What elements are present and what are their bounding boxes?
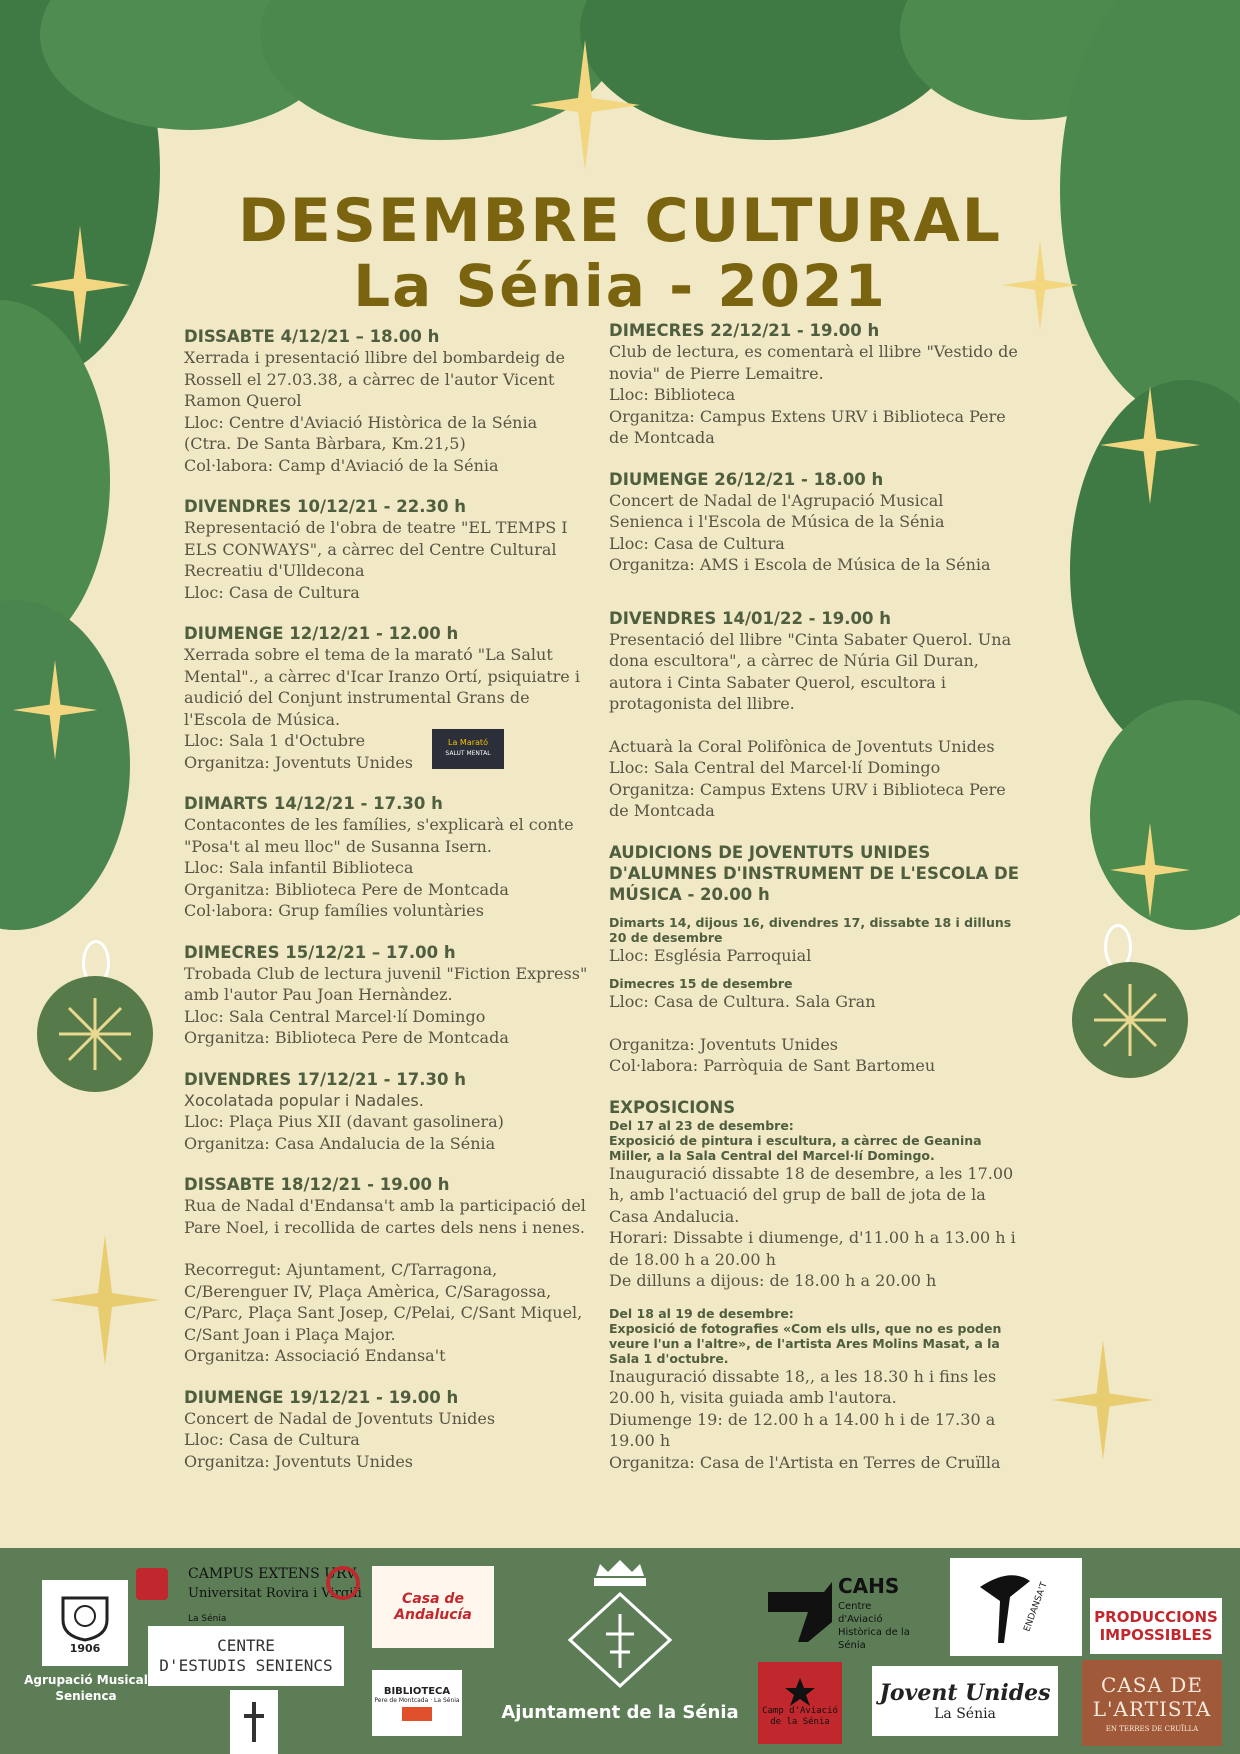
audicions-line: Col·labora: Parròquia de Sant Bartomeu — [609, 1056, 936, 1075]
spacer — [609, 1013, 1019, 1034]
event-line: Lloc: Casa de Cultura — [184, 582, 360, 602]
event-heading: DIMECRES 22/12/21 - 19.00 h — [609, 321, 880, 340]
cross-icon — [242, 1700, 266, 1744]
exposicio-date: Del 17 al 23 de desembre: — [609, 1117, 794, 1133]
event-line: Lloc: Biblioteca — [609, 385, 736, 404]
event-line: Col·labora: Camp d'Aviació de la Sénia — [184, 455, 499, 475]
event-line: Lloc: Centre d'Aviació Històrica de la Sénia (Ctra. De Santa Bàrbara, Km.21,5) — [184, 412, 538, 453]
sant-bartomeu-logo — [230, 1690, 278, 1754]
casa-andalucia-logo — [372, 1566, 494, 1648]
campus-extens-sub: Universitat Rovira i Virgili — [188, 1586, 362, 1601]
event-line: Lloc: Plaça Pius XII (davant gasolinera) — [184, 1112, 504, 1131]
la-marato-logo-title: La Marató — [448, 738, 488, 747]
event-line: Lloc: Sala Central Marcel·lí Domingo — [184, 1006, 486, 1026]
casa-artista-sub: EN TERRES DE CRUÏLLA — [1105, 1725, 1199, 1733]
event — [184, 623, 589, 773]
event-line: Lloc: Casa de Cultura — [184, 1430, 360, 1449]
event-line: Club de lectura, es comentarà el llibre "Vestido de novia" de Pierre Lemaitre. — [609, 342, 1018, 383]
audicions-line: Lloc: Casa de Cultura. Sala Gran — [609, 992, 876, 1011]
urv-circle-icon — [326, 1566, 360, 1600]
event — [184, 1069, 589, 1155]
campus-extens-title: CAMPUS EXTENS URV — [188, 1566, 357, 1582]
campus-extens-logo — [136, 1564, 366, 1624]
ams-shield-icon — [57, 1592, 113, 1642]
joventuts-title: Jovent Unides — [879, 1680, 1051, 1706]
event — [184, 326, 589, 476]
exposicio-line: Inauguració dissabte 18 de desembre, a les 17.00 h, amb l'actuació del grup de ball de jota de la Casa Andalucia. — [609, 1163, 1014, 1226]
biblioteca-bar-icon — [402, 1707, 432, 1721]
event-line: Representació de l'obra de teatre "EL TEMPS I ELS CONWAYS", a càrrec del Centre Cultural Recreatiu d'Ulldecona — [184, 518, 568, 580]
produccions-line1: PRODUCCIONS — [1094, 1608, 1218, 1626]
ams-label: Agrupació Musical Senienca — [24, 1673, 148, 1703]
event-line: Organitza: Biblioteca Pere de Montcada — [184, 1028, 509, 1047]
star-badge-icon — [785, 1678, 815, 1706]
spacer — [609, 715, 1019, 736]
event-line: Xerrada sobre el tema de la marató "La Salut Mental"., a càrrec d'Icar Iranzo Ortí, psiquiatre i audició del Conjunt instrumental Grans de l'Escola de Música. — [184, 645, 580, 729]
event — [609, 320, 1019, 449]
event-heading: DIVENDRES 10/12/21 - 22.30 h — [184, 497, 466, 516]
ajuntament-label: Ajuntament de la Sénia — [501, 1702, 739, 1723]
event-heading: DIUMENGE 12/12/21 - 12.00 h — [184, 624, 459, 643]
endansat-text: ENDANSA'T — [1022, 1580, 1050, 1634]
audicions-dates: Dimarts 14, dijous 16, divendres 17, dissabte 18 i dilluns 20 de desembre — [609, 914, 1012, 945]
star-icon — [1110, 820, 1190, 920]
casa-artista-logo — [1082, 1660, 1222, 1746]
exposicio-line: Organitza: Casa de l'Artista en Terres de Cruïlla — [609, 1452, 1001, 1472]
event-line: Xocolatada popular i Nadales. — [184, 1090, 424, 1110]
event-line: Organitza: Biblioteca Pere de Montcada — [184, 879, 509, 899]
star-icon — [50, 1235, 160, 1365]
event-heading: DIVENDRES 17/12/21 - 17.30 h — [184, 1069, 466, 1089]
event-line: Rua de Nadal d'Endansa't amb la participació del Pare Noel, i recollida de cartes dels nens i nenes. — [184, 1196, 586, 1237]
event — [184, 793, 589, 922]
event — [184, 942, 589, 1049]
exposicio-line: Diumenge 19: de 12.00 h a 14.00 h i de 17.30 a 19.00 h — [609, 1409, 996, 1450]
produccions-impossibles-logo — [1090, 1598, 1222, 1654]
exposicio-title: Exposició de fotografies «Com els ulls, que no es poden veure l'un a l'altre», de l'artista Ares Molins Masat, a la Sala 1 d'octubre. — [609, 1320, 1002, 1366]
event-line: Concert de Nadal de l'Agrupació Musical Senienca i l'Escola de Música de la Sénia — [609, 490, 945, 531]
right-column — [609, 320, 1019, 1493]
left-column — [184, 326, 589, 1492]
event-line: Lloc: Sala 1 d'Octubre — [184, 731, 366, 750]
cahs-sub: Centre d'Aviació Històrica de la Sénia — [838, 1601, 910, 1651]
biblioteca-title: BIBLIOTECA — [383, 1685, 451, 1697]
ams-year: 1906 — [69, 1641, 101, 1655]
audicions-section — [609, 842, 1019, 1077]
event-line: Organitza: Joventuts Unides — [184, 752, 413, 772]
event — [609, 469, 1019, 576]
event-line: Contacontes de les famílies, s'explicarà el conte "Posa't al meu lloc" de Susanna Isern. — [184, 815, 574, 856]
urv-icon — [136, 1568, 168, 1600]
exposicio-title: Exposició de pintura i escultura, a càrrec de Geanina Miller, a la Sala Central del Marcel·lí Domingo. — [609, 1132, 982, 1163]
star-icon — [1048, 1340, 1158, 1460]
endansat-logo — [950, 1558, 1082, 1656]
casa-artista-line2: L'ARTISTA — [1092, 1697, 1212, 1721]
centre-estudis-seniencs-logo — [148, 1626, 344, 1686]
event-line: Xerrada i presentació llibre del bombardeig de Rossell el 27.03.38, a càrrec de l'autor Vicent Ramon Querol — [184, 348, 565, 410]
exposicio-date: Del 18 al 19 de desembre: — [609, 1305, 794, 1321]
centre-line1: CENTRE — [217, 1636, 275, 1655]
event-line: Actuarà la Coral Polifònica de Joventuts Unides — [609, 736, 995, 756]
event-heading: DISSABTE 4/12/21 – 18.00 h — [184, 327, 440, 346]
event-line: Lloc: Sala infantil Biblioteca — [184, 858, 414, 877]
camp-aviacio-text: Camp d'Aviació de la Sénia — [762, 1706, 838, 1727]
event-heading: DIUMENGE 19/12/21 - 19.00 h — [184, 1387, 459, 1407]
event-line: Lloc: Casa de Cultura — [609, 533, 785, 553]
centre-line2: D'ESTUDIS SENIENCS — [159, 1656, 333, 1675]
audicions-dates: Dimecres 15 de desembre — [609, 976, 793, 991]
event-heading: DIUMENGE 26/12/21 - 18.00 h — [609, 469, 884, 489]
event-line: Organitza: Casa Andalucia de la Sénia — [184, 1133, 496, 1153]
plane-tail-icon — [768, 1582, 832, 1642]
event-heading: DISSABTE 18/12/21 - 19.00 h — [184, 1175, 450, 1194]
exposicions-heading: EXPOSICIONS — [609, 1097, 736, 1117]
event-line: Organitza: Campus Extens URV i Biblioteca Pere de Montcada — [609, 406, 1006, 447]
ams-logo — [42, 1580, 128, 1666]
la-marato-logo — [432, 729, 504, 769]
event — [184, 1387, 589, 1473]
event-line: Organitza: Associació Endansa't — [184, 1346, 446, 1365]
event-heading: DIMARTS 14/12/21 - 17.30 h — [184, 794, 443, 813]
audicions-line: Lloc: Església Parroquial — [609, 945, 812, 965]
crown-icon — [590, 1558, 650, 1588]
coat-of-arms-icon — [568, 1592, 672, 1688]
snowflake-icon — [1090, 980, 1170, 1060]
event — [184, 496, 589, 603]
camp-aviacio-logo — [758, 1662, 842, 1744]
audicions-heading: AUDICIONS DE JOVENTUTS UNIDES D'ALUMNES D'INSTRUMENT DE L'ESCOLA DE MÚSICA - 20.00 h — [609, 842, 1019, 904]
joventuts-sub: La Sénia — [934, 1706, 996, 1722]
campus-extens-place: La Sénia — [188, 1614, 227, 1624]
event — [184, 1174, 589, 1367]
snowflake-icon — [55, 994, 135, 1074]
audicions-line: Organitza: Joventuts Unides — [609, 1034, 838, 1054]
la-marato-logo-sub: SALUT MENTAL — [445, 750, 491, 757]
biblioteca-logo — [372, 1670, 462, 1736]
event-line: Trobada Club de lectura juvenil "Fiction Express" amb l'autor Pau Joan Hernàndez. — [184, 963, 588, 1004]
star-icon — [530, 40, 640, 170]
event-line: Concert de Nadal de Joventuts Unides — [184, 1408, 496, 1428]
page-title: DESEMBRE CULTURAL — [237, 186, 1003, 256]
star-icon — [10, 660, 100, 760]
exposicio-line: Horari: Dissabte i diumenge, d'11.00 h a 13.00 h i de 18.00 h a 20.00 h — [609, 1228, 1016, 1269]
spacer — [184, 1238, 589, 1259]
event-line: Lloc: Sala Central del Marcel·lí Domingo — [609, 758, 941, 777]
event-heading: DIVENDRES 14/01/22 - 19.00 h — [609, 608, 891, 628]
event-line: Organitza: Joventuts Unides — [184, 1451, 413, 1471]
casa-andalucia-text: Casa de Andalucía — [394, 1591, 472, 1623]
event-line: Presentació del llibre "Cinta Sabater Querol. Una dona escultora", a càrrec de Núria Gil Duran, autora i Cinta Sabater Querol, escultora i protagonista del llibre. — [609, 629, 1012, 713]
star-icon — [1100, 380, 1200, 510]
exposicio-line: Inauguració dissabte 18,, a les 18.30 h i fins les 20.00 h, visita guiada amb l'autora. — [609, 1366, 997, 1407]
exposicions-section — [609, 1097, 1019, 1474]
sponsors-footer — [0, 1548, 1240, 1754]
casa-artista-line1: CASA DE — [1101, 1673, 1203, 1697]
event-heading: DIMECRES 15/12/21 – 17.00 h — [184, 942, 456, 962]
cahs-logo — [768, 1564, 918, 1654]
event-line: Organitza: AMS i Escola de Música de la Sénia — [609, 555, 991, 574]
ajuntament-emblem — [560, 1558, 680, 1688]
produccions-line2: IMPOSSIBLES — [1099, 1626, 1213, 1644]
event-line: Organitza: Campus Extens URV i Biblioteca Pere de Montcada — [609, 779, 1006, 820]
biblioteca-sub: Pere de Montcada · La Sénia — [374, 1696, 460, 1704]
joventuts-unides-logo — [872, 1666, 1058, 1736]
event — [609, 608, 1019, 822]
cahs-title: CAHS — [838, 1574, 900, 1598]
event-line: Col·labora: Grup famílies voluntàries — [184, 901, 484, 920]
page-subtitle: La Sénia - 2021 — [353, 252, 887, 320]
exposicio-line: De dilluns a dijous: de 18.00 h a 20.00 h — [609, 1271, 937, 1290]
event-line: Recorregut: Ajuntament, C/Tarragona, C/Berenguer IV, Plaça Amèrica, C/Saragossa, C/Parc, Plaça Sant Josep, C/Pelai, C/Sant Miquel, C/Sant Joan i Plaça Major. — [184, 1260, 583, 1344]
